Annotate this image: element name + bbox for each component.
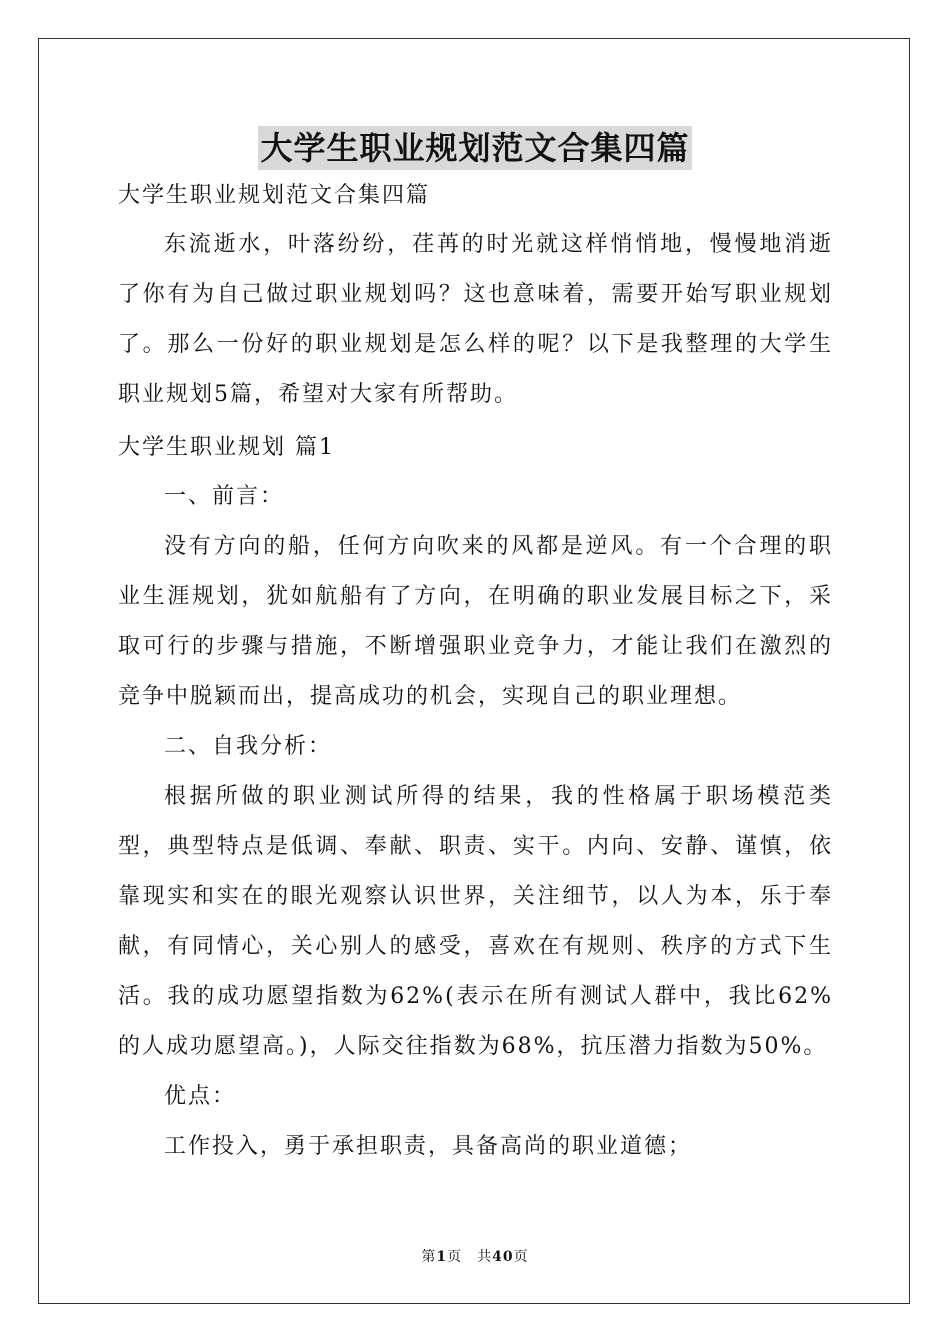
footer-total-pages: 40	[492, 1249, 514, 1265]
section-heading: 大学生职业规划 篇1	[118, 435, 335, 460]
self-analysis-heading: 二、自我分析：	[164, 734, 333, 759]
page-footer	[0, 1246, 950, 1266]
footer-current-page: 1	[436, 1249, 448, 1265]
document-title-text: 大学生职业规划范文合集四篇	[258, 126, 691, 170]
document-subtitle: 大学生职业规划范文合集四篇	[118, 183, 431, 208]
footer-page-mid: 页 共	[447, 1249, 493, 1265]
preface-paragraph: 没有方向的船，任何方向吹来的风都是逆风。有一个合理的职业生涯规划，犹如航船有了方向，在明确的职业发展目标之下，采取可行的步骤与措施，不断增强职业竞争力，才能让我们在激烈的竞争中脱颖而出，提高成功的机会，实现自己的职业理想。	[118, 534, 833, 709]
intro-paragraph: 东流逝水，叶落纷纷，荏苒的时光就这样悄悄地，慢慢地消逝了你有为自己做过职业规划吗？这也意味着，需要开始写职业规划了。那么一份好的职业规划是怎么样的呢？以下是我整理的大学生职业规划5篇，希望对大家有所帮助。	[118, 232, 833, 407]
strengths-paragraph: 工作投入，勇于承担职责，具备高尚的职业道德；	[164, 1134, 693, 1159]
footer-page-suffix: 页	[513, 1249, 529, 1265]
strengths-heading: 优点：	[164, 1084, 237, 1109]
document-title	[0, 126, 950, 170]
self-analysis-paragraph: 根据所做的职业测试所得的结果，我的性格属于职场模范类型，典型特点是低调、奉献、职责、实干。内向、安静、谨慎，依靠现实和实在的眼光观察认识世界，关注细节，以人为本，乐于奉献，有同情心，关心别人的感受，喜欢在有规则、秩序的方式下生活。我的成功愿望指数为62%(表示在所有测试人群中，我比62%的人成功愿望高。)，人际交往指数为68%，抗压潜力指数为50%。	[118, 784, 833, 1059]
preface-heading: 一、前言：	[164, 484, 285, 509]
document-body	[118, 178, 833, 1172]
footer-page-prefix: 第	[421, 1249, 437, 1265]
